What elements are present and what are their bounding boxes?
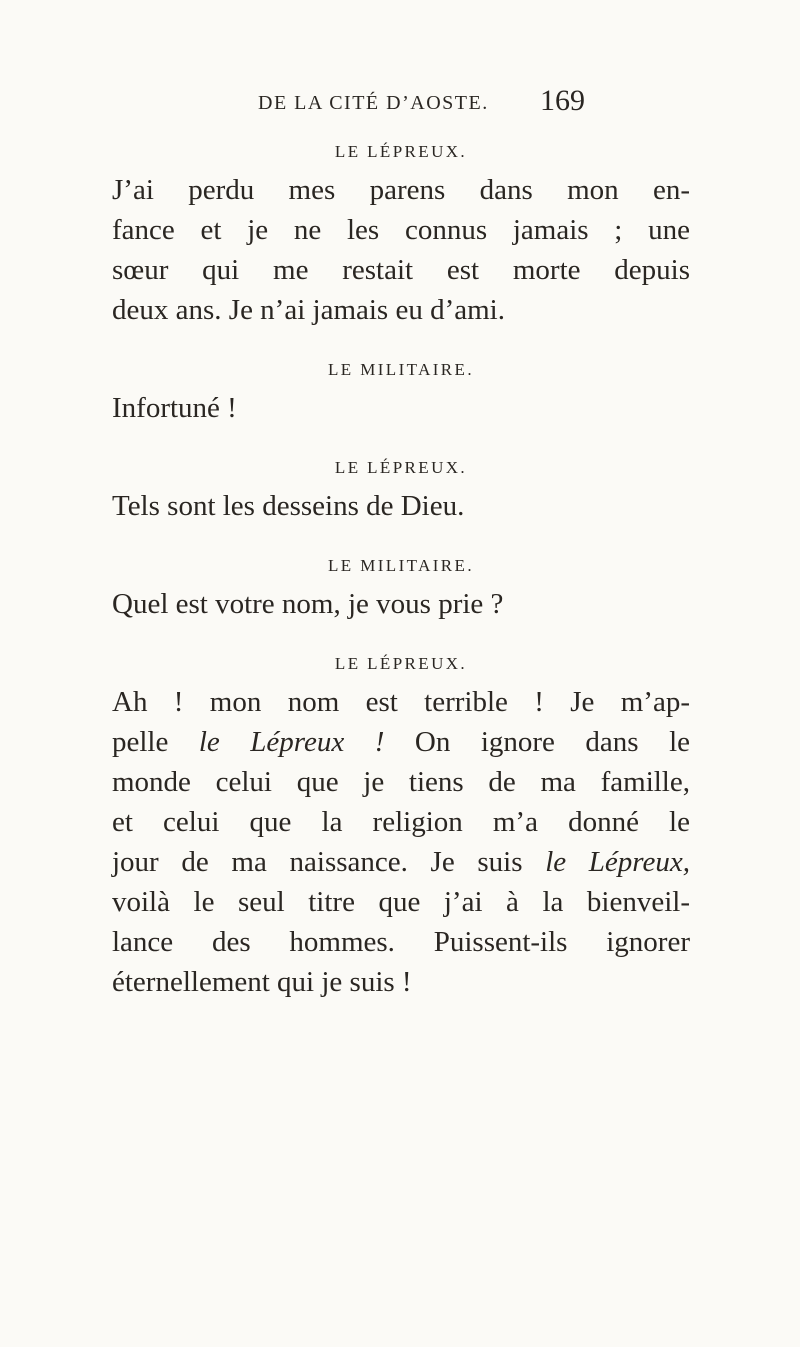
text-line: lance des hommes. Puissent-ils ignorer [112, 926, 690, 958]
italic-segment: le Lépreux ! [198, 726, 385, 758]
text-line: Quel est votre nom, je vous prie ? [112, 588, 504, 620]
italic-segment: le Lépreux, [545, 846, 690, 878]
speaker-label: LE LÉPREUX. [334, 142, 468, 161]
text-segment: pelle [112, 726, 169, 758]
text-segment: On ignore dans le [414, 726, 690, 758]
text-line: et celui que la religion m’a donné le [112, 806, 690, 838]
page-header [0, 84, 800, 124]
text-line: éternellement qui je suis ! [112, 966, 412, 998]
text-segment: jour de ma naissance. Je suis [112, 846, 523, 878]
speaker-label: LE MILITAIRE. [328, 360, 474, 379]
speaker-label: LE MILITAIRE. [328, 556, 474, 575]
page-number: 169 [540, 84, 585, 117]
text-line: monde celui que je tiens de ma famille, [112, 766, 690, 798]
text-line: fance et je ne les connus jamais ; une [112, 214, 690, 246]
text-line: Ah ! mon nom est terrible ! Je m’ap- [112, 686, 690, 718]
speaker-label: LE LÉPREUX. [334, 458, 468, 477]
dialogue-text [112, 134, 690, 1002]
text-line: Tels sont les desseins de Dieu. [112, 490, 465, 522]
running-title: DE LA CITÉ D’AOSTE. [258, 92, 489, 114]
speaker-label: LE LÉPREUX. [334, 654, 468, 673]
text-line: J’ai perdu mes parens dans mon en- [112, 174, 690, 206]
text-line: deux ans. Je n’ai jamais eu d’ami. [112, 294, 505, 326]
text-line: sœur qui me restait est morte depuis [112, 254, 690, 286]
text-line: Infortuné ! [112, 392, 237, 424]
text-line [112, 722, 690, 762]
text-line [112, 842, 690, 882]
text-line: voilà le seul titre que j’ai à la bienveil- [112, 886, 690, 918]
